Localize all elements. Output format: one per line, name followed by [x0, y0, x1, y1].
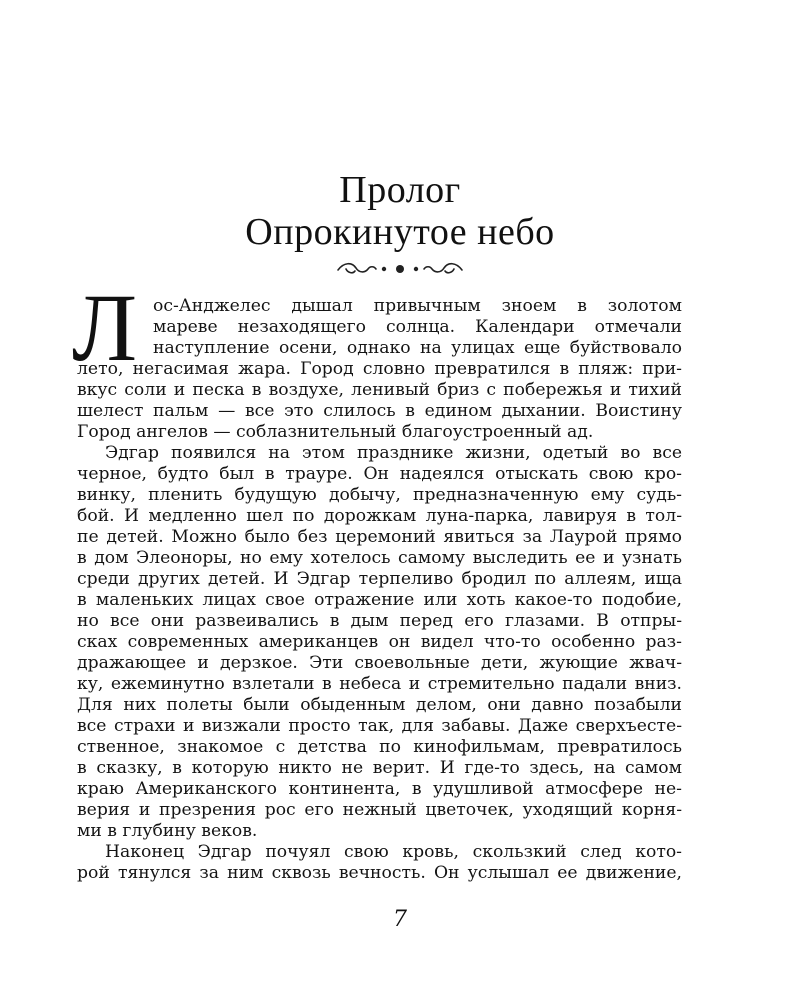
text-line: ос-Анджелес дышал привычным зноем в золотом	[153, 296, 682, 316]
chapter-title: Пролог	[339, 169, 461, 211]
text-line: рой тянулся за ним сквозь вечность. Он услышал ее движение,	[77, 863, 682, 883]
page-number: 7	[393, 907, 407, 932]
text-line: Для них полеты были обыденным делом, они давно позабыли	[77, 695, 682, 715]
text-line: бой. И медленно шел по дорожкам луна-парка, лавируя в тол-	[77, 506, 682, 526]
text-line: шелест пальм — все это слилось в едином дыхании. Воистину	[77, 401, 682, 421]
text-line: Эдгар появился на этом празднике жизни, одетый во все	[105, 443, 682, 463]
text-line: но все они развеивались в дым перед его глазами. В отпры-	[77, 611, 682, 631]
text-line: ми в глубину веков.	[77, 821, 258, 841]
text-line: Город ангелов — соблазнительный благоустроенный ад.	[77, 422, 594, 442]
text-line: в сказку, в которую никто не верит. И где-то здесь, на самом	[77, 758, 682, 778]
chapter-subtitle: Опрокинутое небо	[245, 211, 555, 253]
text-line: пе детей. Можно было без церемоний явиться за Лаурой прямо	[77, 527, 682, 547]
text-line: краю Американского континента, в удушливой атмосфере не-	[77, 779, 682, 799]
text-line: Наконец Эдгар почуял свою кровь, скользкий след кото-	[105, 842, 682, 862]
text-line: среди других детей. И Эдгар терпеливо бродил по аллеям, ища	[77, 569, 682, 589]
text-line: винку, пленить будущую добычу, предназначенную ему судь-	[77, 485, 682, 505]
text-line: ку, ежеминутно взлетали в небеса и стремительно падали вниз.	[77, 674, 682, 694]
text-line: дражающее и дерзкое. Эти своевольные дети, жующие жвач-	[77, 653, 682, 673]
drop-cap: Л	[72, 274, 138, 381]
text-line: черное, будто был в трауре. Он надеялся отыскать свою кро-	[77, 464, 682, 484]
text-line: верия и презрения рос его нежный цветочек, уходящий корня-	[77, 800, 682, 820]
text-line: наступление осени, однако на улицах еще буйствовало	[153, 338, 682, 358]
text-line: мареве незаходящего солнца. Календари отмечали	[153, 317, 682, 337]
text-line: лето, негасимая жара. Город словно превратился в пляж: при-	[77, 359, 682, 379]
text-line: вкус соли и песка в воздухе, ленивый бриз с побережья и тихий	[77, 380, 682, 400]
text-line: ственное, знакомое с детства по кинофильмам, превратилось	[77, 737, 682, 757]
text-line: сках современных американцев он видел что-то особенно раз-	[77, 632, 682, 652]
text-line: в дом Элеоноры, но ему хотелось самому выследить ее и узнать	[77, 548, 682, 568]
vine-dots-ornament-icon	[334, 260, 466, 278]
text-line: все страхи и визжали просто так, для забавы. Даже сверхъесте-	[77, 716, 682, 736]
text-line: в маленьких лицах свое отражение или хоть какое-то подобие,	[77, 590, 682, 610]
